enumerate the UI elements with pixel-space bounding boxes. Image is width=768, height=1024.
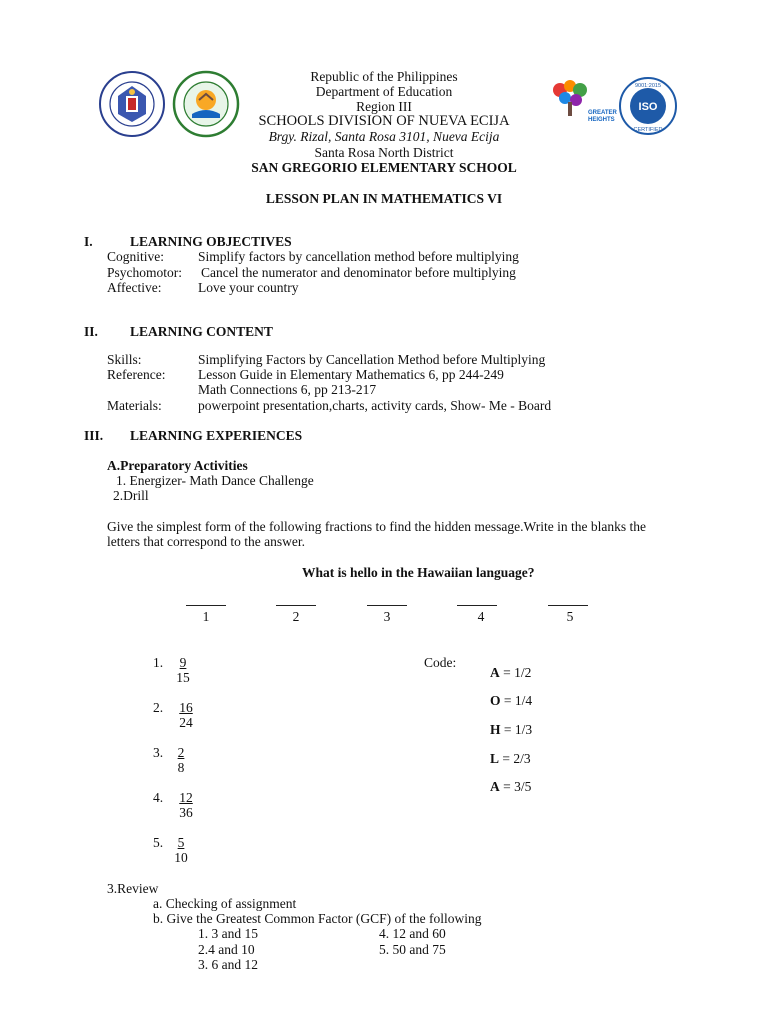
fraction [172,745,190,775]
drill-instruction: Give the simplest form of the following fractions to find the hidden message.Write in the blanks the [107,519,646,534]
svg-text:9001:2015: 9001:2015 [635,83,661,89]
skills-label: Skills: [107,352,142,367]
code-value: = 3/5 [499,779,532,794]
drill-instruction: letters that correspond to the answer. [107,534,305,549]
code-letter: L [490,751,500,766]
review-item-b: b. Give the Greatest Common Factor (GCF) of the following [153,911,482,926]
fraction-label: 5. [153,835,164,850]
blank-number: 3 [383,609,391,624]
objective-value: Cancel the numerator and denominator before multiplying [201,265,516,280]
blank-number: 2 [292,609,300,624]
school-name: SAN GREGORIO ELEMENTARY SCHOOL [251,160,517,175]
materials-label: Materials: [107,398,162,413]
fraction-label: 1. [153,655,164,670]
fraction-denominator: 15 [176,670,190,685]
objective-value: Love your country [198,280,299,295]
fraction-numerator: 12 [179,790,193,805]
preparatory-heading: A.Preparatory Activities [107,458,248,473]
sec2-heading: LEARNING CONTENT [130,324,273,339]
svg-text:CERTIFIED: CERTIFIED [633,127,663,133]
code-letter: H [490,722,501,737]
header-division: SCHOOLS DIVISION OF NUEVA ECIJA [258,113,510,129]
code-entry [490,779,531,795]
svg-text:HEIGHTS: HEIGHTS [588,117,615,123]
svg-text:ISO: ISO [638,101,658,113]
code-value: = 1/4 [500,693,533,708]
materials-value: powerpoint presentation,charts, activity cards, Show- Me - Board [198,398,552,413]
answer-blank [548,605,588,606]
code-entry [490,693,532,709]
code-letter: O [490,693,501,708]
code-entry [490,722,532,738]
fraction-numerator: 5 [177,835,185,850]
objective-value: Simplify factors by cancellation method before multiplying [198,249,519,264]
code-value: = 2/3 [499,751,531,766]
blank-number: 1 [202,609,210,624]
energizer-item: 1. Energizer- Math Dance Challenge [116,473,314,488]
blank-number: 5 [566,609,574,624]
fraction-label: 4. [153,790,164,805]
code-value: = 1/2 [499,665,532,680]
reference-value-1: Lesson Guide in Elementary Mathematics 6, pp 244-249 [198,367,504,382]
drill-item: 2.Drill [113,488,149,503]
objective-label: Affective: [107,280,162,295]
gcf-item: 2.4 and 10 [198,942,255,957]
sec3-heading: LEARNING EXPERIENCES [130,428,303,443]
skills-value: Simplifying Factors by Cancellation Method before Multiplying [198,352,546,367]
answer-blank [276,605,316,606]
fraction-denominator: 8 [177,760,185,775]
sec1-heading: LEARNING OBJECTIVES [130,234,292,249]
fraction-label: 2. [153,700,164,715]
fraction-denominator: 24 [179,715,193,730]
lesson-title: LESSON PLAN IN MATHEMATICS VI [265,191,503,206]
reference-value-2: Math Connections 6, pp 213-217 [198,382,377,397]
hidden-message-question: What is hello in the Hawaiian language? [302,565,535,580]
answer-blank [367,605,407,606]
header-republic: Republic of the Philippines [310,69,458,84]
header-address: Brgy. Rizal, Santa Rosa 3101, Nueva Ecija [268,129,500,144]
code-value: = 1/3 [500,722,533,737]
code-entry [490,665,531,681]
objective-label: Psychomotor: [107,265,183,280]
gcf-item: 4. 12 and 60 [379,926,446,941]
objective-label: Cognitive: [107,249,164,264]
review-item-a: a. Checking of assignment [153,896,297,911]
answer-blank [186,605,226,606]
header-district: Santa Rosa North District [314,145,454,160]
gcf-item: 1. 3 and 15 [198,926,258,941]
gcf-item: 3. 6 and 12 [198,957,258,972]
sec1-number: I. [84,234,93,249]
code-letter: A [490,779,500,794]
fraction-denominator: 36 [179,805,193,820]
fraction-label: 3. [153,745,164,760]
fraction-numerator: 16 [179,700,193,715]
fraction-denominator: 10 [174,850,188,865]
code-label: Code: [424,655,457,670]
fraction [175,700,197,730]
blank-number: 4 [477,609,485,624]
header-department: Department of Education [315,84,453,99]
gcf-item: 5. 50 and 75 [379,942,446,957]
header-region: Region III [356,99,412,114]
fraction [175,790,197,820]
reference-label: Reference: [107,367,166,382]
sec3-number: III. [84,428,104,443]
review-heading: 3.Review [107,881,159,896]
code-letter: A [490,665,500,680]
fraction-numerator: 2 [177,745,185,760]
fraction [171,835,191,865]
fraction [172,655,194,685]
answer-blank [457,605,497,606]
svg-text:GREATER: GREATER [588,110,617,116]
sec2-number: II. [84,324,98,339]
fraction-numerator: 9 [179,655,187,670]
code-entry [490,751,531,767]
